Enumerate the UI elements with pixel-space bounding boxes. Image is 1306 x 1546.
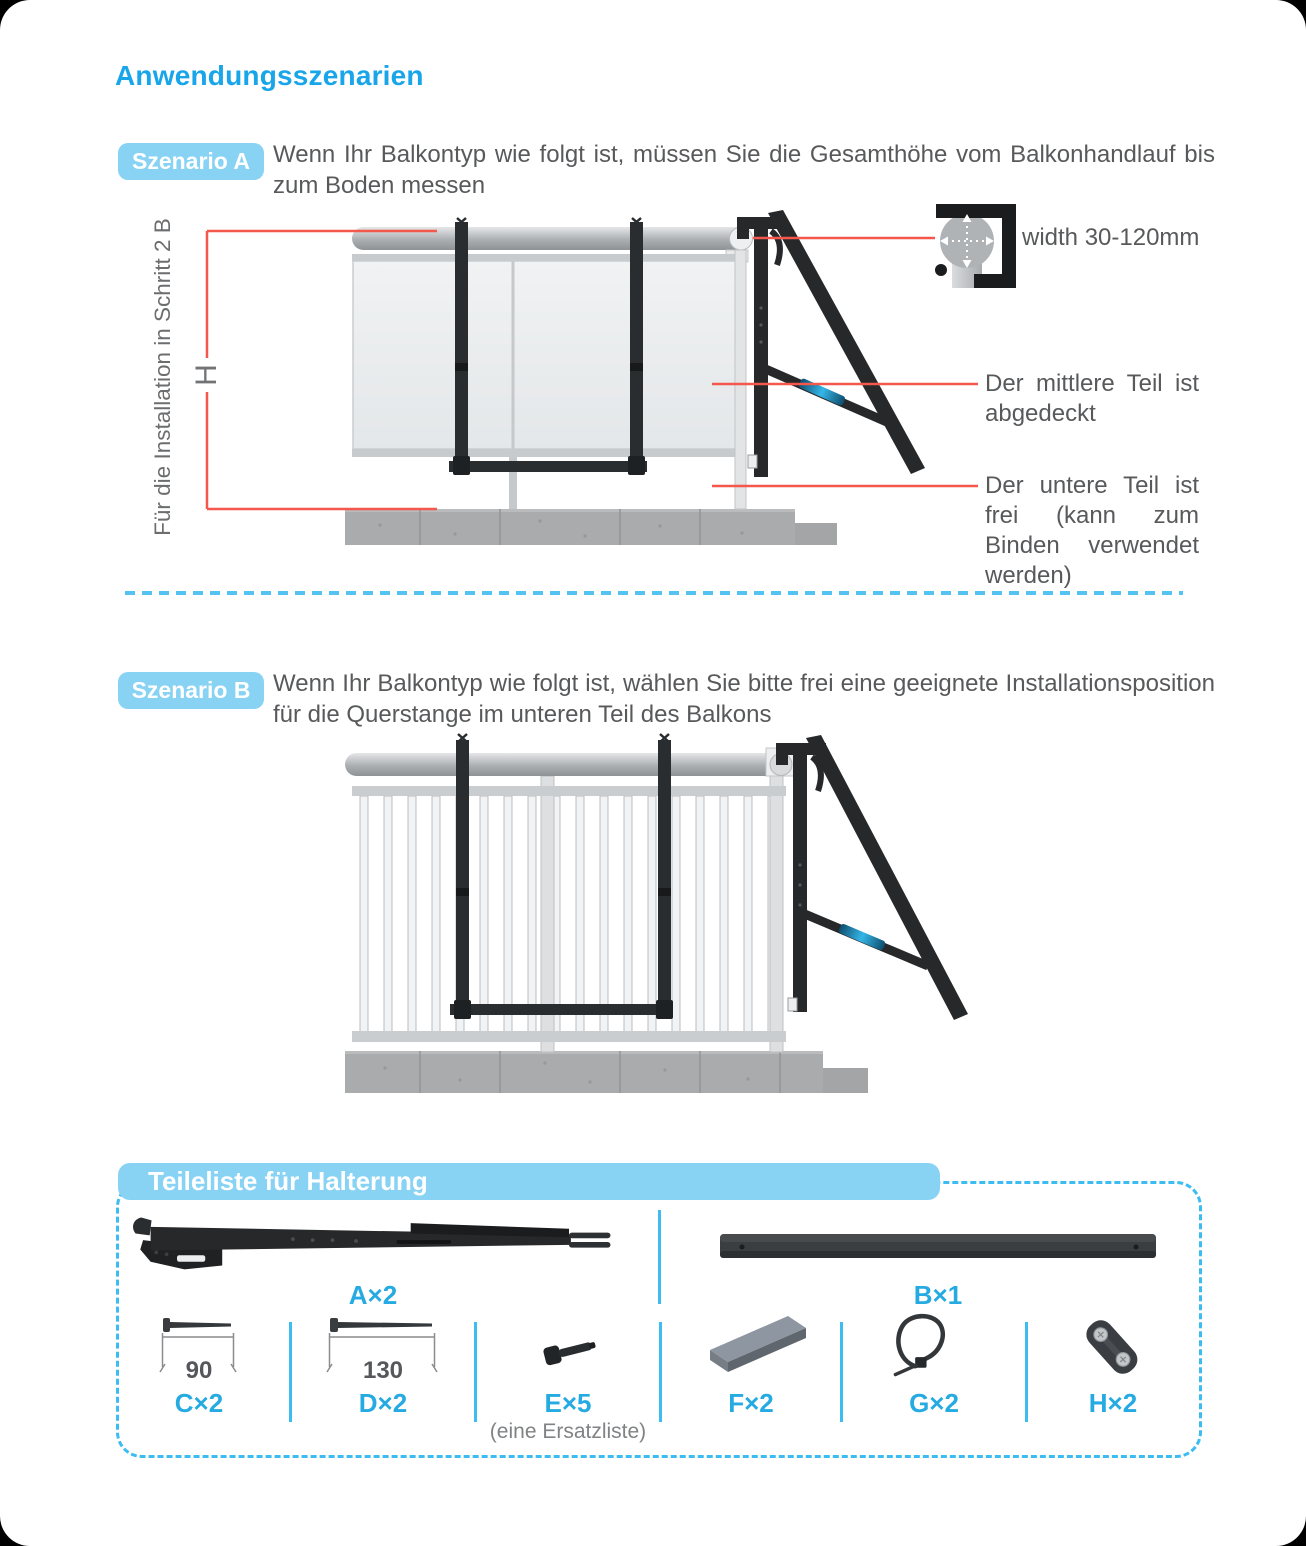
part-a-label: A×2 xyxy=(348,1280,398,1310)
part-e-image xyxy=(542,1330,598,1372)
annotation-bottom: Der untere Teil ist frei (kann zum Binden verwendet werden) xyxy=(985,472,1199,589)
page-title: Anwendungsszenarien xyxy=(115,60,424,91)
part-b-image xyxy=(716,1228,1160,1264)
width-note: width 30-120mm xyxy=(1022,224,1200,251)
dimension-h-label: H xyxy=(190,364,223,386)
part-g-label: G×2 xyxy=(909,1388,959,1418)
scenario-a-badge: Szenario A xyxy=(118,143,264,180)
handrail-b xyxy=(345,748,797,776)
bracket-mount-a xyxy=(737,210,925,477)
brand-sticker xyxy=(798,378,846,407)
part-a-image xyxy=(128,1210,618,1274)
part-b-label: B×1 xyxy=(913,1280,963,1310)
part-g-image xyxy=(884,1310,960,1386)
scenario-divider xyxy=(125,591,1183,595)
part-f-image xyxy=(700,1310,810,1382)
annotation-middle: Der mittlere Teil ist abgedeckt xyxy=(985,370,1199,427)
parts-divider xyxy=(658,1210,661,1304)
parts-list-title: Teileliste für Halterung xyxy=(148,1166,428,1196)
part-f-label: F×2 xyxy=(728,1388,774,1418)
fence-bars xyxy=(360,796,776,1036)
part-d-image xyxy=(330,1317,434,1333)
brand-sticker xyxy=(838,923,886,951)
concrete-base-b xyxy=(345,1051,868,1093)
concrete-base-a xyxy=(345,509,837,545)
part-e-label: E×5 xyxy=(544,1388,592,1418)
bracket-mount-b xyxy=(776,735,968,1020)
part-h-image xyxy=(1072,1308,1154,1384)
part-c-label: C×2 xyxy=(174,1388,224,1418)
side-note-vertical: Für die Installation in Schritt 2 B xyxy=(150,218,175,536)
part-h-label: H×2 xyxy=(1088,1388,1138,1418)
scenario-a-description: Wenn Ihr Balkontyp wie folgt ist, müssen Sie die Gesamthöhe vom Balkonhandlauf bis zum Boden messen xyxy=(273,141,1215,199)
scenario-b-diagram xyxy=(130,730,1210,1120)
part-c-dimension: 90 xyxy=(185,1357,213,1384)
rail-width-icon xyxy=(935,204,1016,288)
part-d-label: D×2 xyxy=(358,1388,408,1418)
part-c-image xyxy=(163,1317,233,1333)
part-e-note: (eine Ersatzliste) xyxy=(489,1420,647,1443)
scenario-b-description: Wenn Ihr Balkontyp wie folgt ist, wählen Sie bitte frei eine geeignete Installationsposition für die Querstange im unteren Teil des Balkons xyxy=(273,670,1215,728)
scenario-b-badge: Szenario B xyxy=(118,672,264,709)
part-d-dimension: 130 xyxy=(362,1357,404,1384)
parts-list-header xyxy=(118,1163,940,1200)
